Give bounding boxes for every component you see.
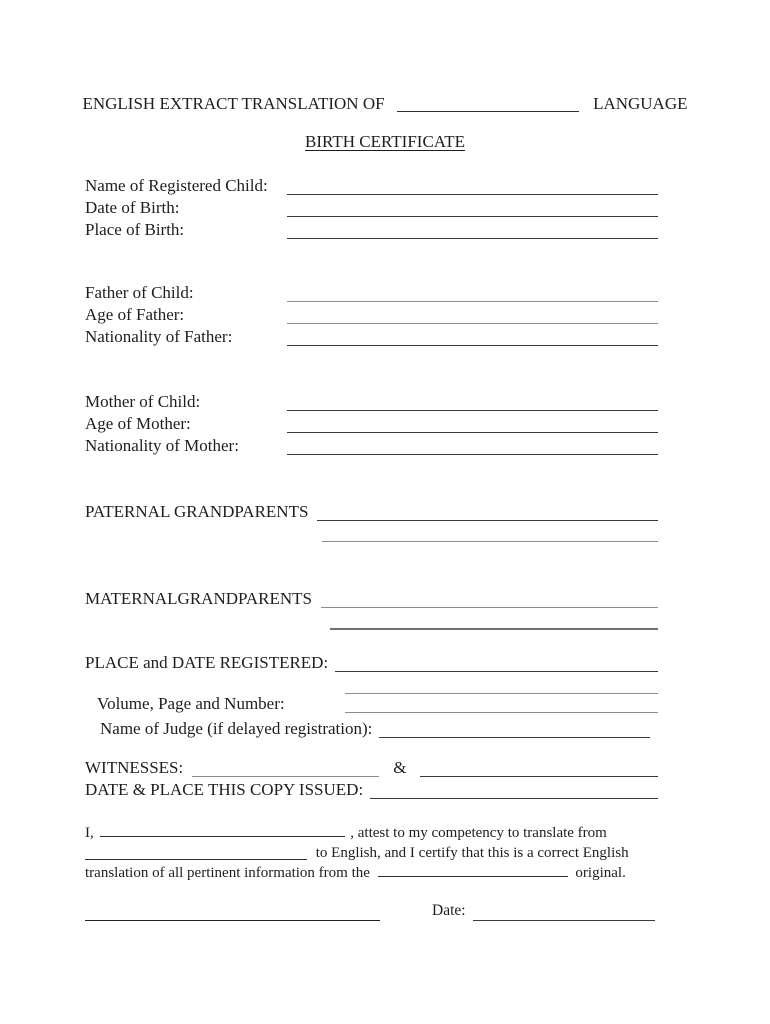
maternal-grandparents-row-2 <box>85 611 658 633</box>
attestation-paragraph <box>85 823 658 883</box>
father-nationality-label: Nationality of Father: <box>85 327 233 346</box>
paternal-grandparents-row-2 <box>85 523 658 545</box>
father-age-label: Age of Father: <box>85 305 185 324</box>
father-nationality-blank-line <box>287 327 658 346</box>
signature-date-spacer <box>380 902 432 924</box>
indent-spacer <box>85 523 322 545</box>
date-place-issued-row <box>85 780 658 802</box>
child-name-blank-line <box>287 176 658 195</box>
attestation-line3-after: original. <box>575 865 626 881</box>
place-date-registered-blank-line-2 <box>345 675 658 694</box>
date-label: Date: <box>432 902 466 919</box>
place-date-registered-row <box>85 653 658 675</box>
birth-place-label: Place of Birth: <box>85 220 185 239</box>
attestation-line-3 <box>85 863 658 883</box>
volume-page-number-label: Volume, Page and Number: <box>97 694 285 713</box>
paternal-grandparents-label: PATERNAL GRANDPARENTS <box>85 502 309 521</box>
maternal-grandparents-row <box>85 589 658 611</box>
attestation-line-2 <box>85 843 658 863</box>
document-type-blank-line <box>378 874 568 877</box>
birth-place-blank-line <box>287 220 658 239</box>
field-row-birth-date <box>85 198 658 220</box>
field-row-father-name <box>85 283 658 305</box>
birth-date-blank-line <box>287 198 658 217</box>
field-row-father-age <box>85 305 658 327</box>
mother-nationality-blank-line <box>287 436 658 455</box>
judge-label: Name of Judge (if delayed registration): <box>100 719 373 738</box>
paternal-grandparents-row <box>85 502 658 524</box>
form-subtitle-row <box>0 132 770 152</box>
field-row-birth-place <box>85 220 658 242</box>
mother-section <box>85 392 658 458</box>
witnesses-ampersand: & <box>393 758 407 777</box>
field-row-mother-name <box>85 392 658 414</box>
judge-blank-line <box>379 719 650 738</box>
witness-1-blank-line <box>192 758 379 777</box>
form-title-suffix: LANGUAGE <box>593 94 688 113</box>
field-row-mother-age <box>85 414 658 436</box>
translator-name-blank-line <box>100 834 345 837</box>
form-subtitle: BIRTH CERTIFICATE <box>305 132 465 151</box>
place-date-registered-blank-line-1 <box>335 653 658 672</box>
field-row-father-nationality <box>85 327 658 349</box>
date-place-issued-blank-line <box>370 780 658 799</box>
judge-row <box>85 719 658 741</box>
mother-name-label: Mother of Child: <box>85 392 201 411</box>
indent-spacer <box>85 611 330 633</box>
child-name-label: Name of Registered Child: <box>85 176 268 195</box>
volume-page-number-row <box>85 694 658 716</box>
attestation-line1-after: , attest to my competency to translate from <box>350 825 607 841</box>
signature-row <box>85 902 658 924</box>
mother-age-label: Age of Mother: <box>85 414 191 433</box>
paternal-grandparents-blank-line-2 <box>322 523 658 542</box>
field-row-child-name <box>85 176 658 198</box>
signature-blank-line <box>85 902 380 921</box>
father-section <box>85 283 658 349</box>
place-date-registered-label: PLACE and DATE REGISTERED: <box>85 653 329 672</box>
mother-nationality-label: Nationality of Mother: <box>85 436 239 455</box>
field-row-mother-nationality <box>85 436 658 458</box>
witnesses-row <box>85 758 658 780</box>
paternal-grandparents-blank-line-1 <box>317 502 658 521</box>
language-blank-line <box>397 109 579 112</box>
date-blank-line <box>473 902 655 921</box>
attestation-line3-before: translation of all pertinent information from the <box>85 865 370 881</box>
mother-age-blank-line <box>287 414 658 433</box>
birth-date-label: Date of Birth: <box>85 198 180 217</box>
child-section <box>85 176 658 242</box>
volume-page-number-blank-line <box>345 694 658 713</box>
witness-2-blank-line <box>420 758 658 777</box>
attestation-line-1 <box>85 823 658 843</box>
father-age-blank-line <box>287 305 658 324</box>
maternal-grandparents-blank-line-1 <box>321 589 658 608</box>
witnesses-label: WITNESSES: <box>85 758 184 777</box>
father-name-label: Father of Child: <box>85 283 194 302</box>
form-title-prefix: ENGLISH EXTRACT TRANSLATION OF <box>82 94 385 113</box>
maternal-grandparents-label: MATERNALGRANDPARENTS <box>85 589 313 608</box>
maternal-grandparents-blank-line-2 <box>330 611 658 630</box>
form-title <box>0 94 770 114</box>
father-name-blank-line <box>287 283 658 302</box>
mother-name-blank-line <box>287 392 658 411</box>
source-language-blank-line <box>85 857 307 860</box>
attestation-line2-after: to English, and I certify that this is a correct English <box>315 845 629 861</box>
attestation-line1-before: I, <box>85 825 94 841</box>
date-place-issued-label: DATE & PLACE THIS COPY ISSUED: <box>85 780 364 799</box>
